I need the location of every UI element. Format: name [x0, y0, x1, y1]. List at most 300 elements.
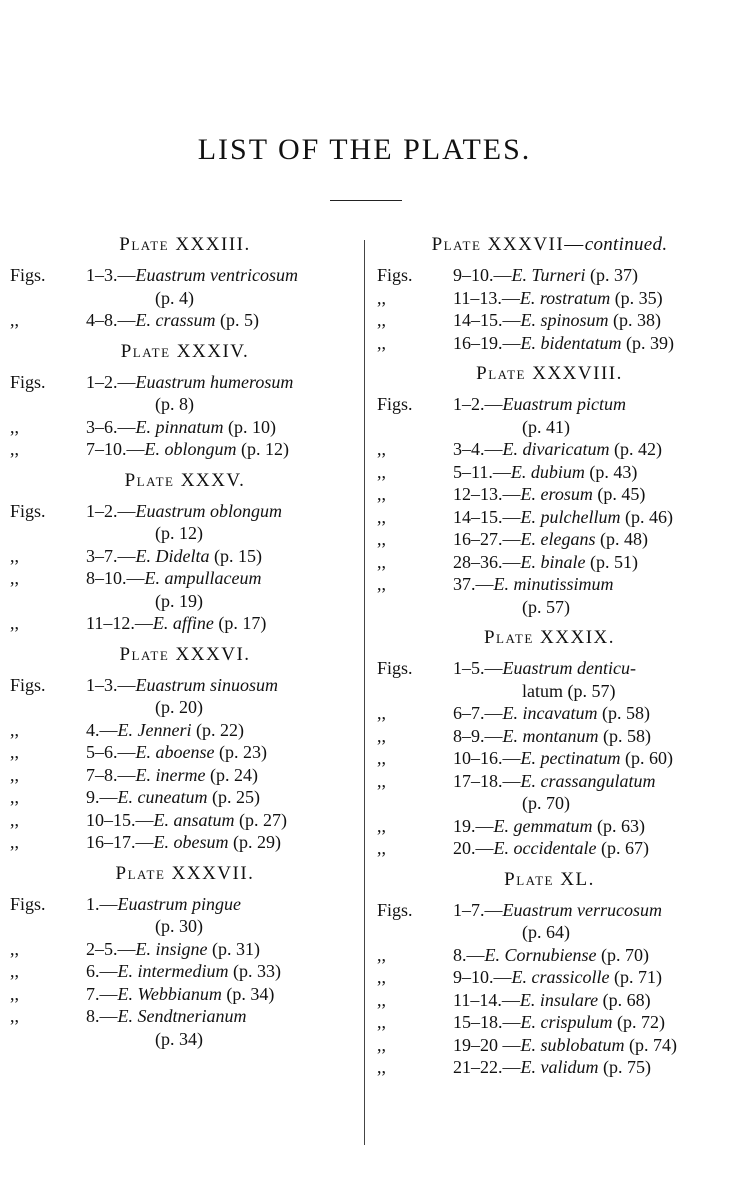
page-reference: (p. 22) [191, 719, 244, 740]
figure-range: 4–8.— [86, 310, 136, 330]
page-reference-continued: (p. 41) [522, 416, 570, 437]
figs-prefix: ,, [377, 1012, 386, 1032]
entry-description [439, 332, 674, 355]
figure-entry [10, 786, 360, 809]
entry-description [439, 528, 648, 551]
page-reference: (p. 68) [598, 989, 651, 1010]
figure-range: 9–10.— [453, 967, 512, 987]
figure-range: 11–12.— [86, 613, 153, 633]
entry-description [439, 1011, 665, 1034]
figure-range: 16–17.— [86, 832, 154, 852]
entry-description [439, 944, 649, 967]
figure-range: 15–18.— [453, 1012, 521, 1032]
figs-prefix: Figs. [377, 265, 413, 285]
figure-range: 17–18.— [453, 770, 521, 791]
figure-range: 6–7.— [453, 703, 503, 723]
species-name: E. spinosum [520, 310, 609, 330]
page-reference-continued: (p. 30) [155, 916, 203, 936]
figure-entry [377, 1034, 722, 1057]
page-reference: (p. 67) [596, 838, 649, 858]
figs-prefix: ,, [10, 961, 19, 981]
figs-prefix: ,, [377, 703, 386, 723]
entry-description [72, 831, 281, 854]
figure-range: 1–2.— [453, 394, 503, 414]
figure-entry [10, 809, 360, 832]
entry-description [439, 989, 651, 1012]
entry-description [439, 657, 636, 680]
species-name: E. crassangulatum [520, 770, 656, 791]
figure-entry [377, 989, 722, 1012]
figure-range: 7.— [86, 983, 118, 1004]
page-reference-continued: (p. 64) [522, 922, 570, 942]
entry-description [439, 1034, 677, 1057]
species-name: E. crassicolle [511, 967, 610, 987]
figs-prefix: ,, [377, 310, 386, 330]
figure-entry [377, 438, 722, 461]
page-reference-continued: (p. 19) [155, 590, 203, 611]
species-name: E. insulare [519, 989, 599, 1010]
species-name: Euastrum pictum [502, 394, 626, 414]
species-name: E. Sendtnerianum [117, 1006, 247, 1026]
figure-range: 12–13.— [453, 484, 521, 504]
page-reference: (p. 74) [624, 1034, 678, 1055]
figure-entry [377, 747, 722, 770]
plate-heading-label: Plate XXXVI. [119, 643, 251, 665]
plate-heading-label: Plate XXXVIII. [476, 363, 623, 384]
plate-heading [377, 363, 722, 385]
figure-entry [377, 573, 722, 596]
species-name: E. erosum [520, 484, 593, 504]
plate-section [377, 627, 722, 860]
figure-range: 11–14.— [453, 989, 520, 1010]
species-name: E. inerme [135, 764, 206, 785]
figs-prefix: ,, [377, 725, 386, 746]
figure-entry [10, 831, 360, 854]
species-name: E. dubium [510, 461, 585, 482]
species-name: Euastrum ventricosum [135, 265, 298, 285]
figure-entry [10, 371, 360, 394]
page-reference: (p. 31) [207, 938, 260, 959]
plate-heading [10, 863, 360, 885]
figure-entry [377, 309, 722, 332]
entry-description [72, 500, 282, 523]
figs-prefix: ,, [10, 310, 19, 330]
species-name: E. validum [520, 1057, 599, 1077]
figure-entry [377, 551, 722, 574]
page-reference: (p. 75) [598, 1057, 651, 1077]
figs-prefix: ,, [377, 989, 386, 1010]
figure-range: 6.— [86, 961, 118, 981]
page-reference: (p. 72) [612, 1012, 665, 1032]
figure-entry [377, 264, 722, 287]
figs-prefix: ,, [377, 838, 386, 858]
figs-prefix: Figs. [377, 394, 413, 414]
page-reference: (p. 25) [207, 787, 260, 807]
page-reference: (p. 71) [609, 967, 662, 987]
figs-prefix: ,, [10, 1006, 19, 1026]
figure-range: 1–2.— [86, 371, 136, 392]
figure-entry [10, 674, 360, 697]
entry-description [72, 438, 289, 461]
species-name: Euastrum pingue [117, 893, 241, 914]
entry-description [439, 551, 638, 574]
figure-entry [377, 1011, 722, 1034]
figure-entry [377, 815, 722, 838]
figure-entry [377, 702, 722, 725]
plate-section [10, 863, 360, 1051]
entry-description [72, 786, 260, 809]
species-name: E. elegans [520, 529, 596, 549]
page-reference: (p. 51) [585, 551, 638, 572]
figs-prefix: ,, [377, 506, 386, 527]
figure-entry [377, 287, 722, 310]
figs-prefix: ,, [10, 719, 19, 740]
species-name: E. gemmatum [493, 815, 593, 836]
plate-section [10, 234, 360, 332]
figure-entry [377, 944, 722, 967]
figure-entry [10, 438, 360, 461]
species-name: Euastrum verrucosum [502, 899, 662, 920]
figure-entry [10, 741, 360, 764]
figs-prefix: ,, [10, 787, 19, 807]
plate-section [10, 341, 360, 461]
entry-description [439, 747, 673, 770]
plate-heading-suffix: continued. [584, 234, 668, 255]
figure-range: 10–16.— [453, 748, 521, 768]
species-name: E. intermedium [117, 961, 229, 981]
figure-range: 1–5.— [453, 658, 503, 678]
figure-range: 1–3.— [86, 674, 136, 695]
figure-range: 11–13.— [453, 287, 520, 308]
figure-range: 7–10.— [86, 439, 145, 459]
page-reference: (p. 33) [228, 961, 281, 981]
species-name: Euastrum oblongum [135, 500, 283, 521]
figs-prefix: ,, [10, 764, 19, 785]
entry-description [439, 309, 661, 332]
figs-prefix: ,, [377, 551, 386, 572]
plate-section [377, 234, 722, 354]
page-reference-continued: (p. 34) [155, 1028, 203, 1049]
plate-section [377, 869, 722, 1079]
entry-description [72, 893, 241, 916]
figure-range: 5–11.— [453, 461, 511, 482]
page-reference: (p. 35) [610, 287, 663, 308]
figs-prefix: ,, [377, 748, 386, 768]
page-reference: (p. 60) [620, 748, 673, 768]
page-reference: (p. 24) [205, 764, 258, 785]
figs-prefix: Figs. [377, 899, 413, 920]
figure-entry [10, 960, 360, 983]
right-column [377, 228, 722, 1088]
figure-entry [10, 309, 360, 332]
species-name: E. oblongum [144, 439, 237, 459]
figure-range: 21–22.— [453, 1057, 521, 1077]
page-reference: (p. 15) [209, 545, 262, 566]
figs-prefix: ,, [377, 529, 386, 549]
entry-description [439, 770, 656, 793]
page-reference: (p. 58) [597, 703, 650, 723]
page-reference-continued: (p. 57) [522, 596, 570, 617]
page-title: LIST OF THE PLATES. [197, 133, 532, 166]
figs-prefix: Figs. [10, 371, 46, 392]
page-reference: (p. 46) [620, 506, 673, 527]
figure-entry [10, 719, 360, 742]
species-name: E. ampullaceum [144, 568, 262, 588]
figure-entry [377, 506, 722, 529]
entry-description [72, 612, 266, 635]
entry-description [72, 719, 244, 742]
page-reference-continued: (p. 70) [522, 793, 570, 813]
entry-description [439, 837, 649, 860]
figure-range: 19–20 — [453, 1034, 521, 1055]
figs-prefix: ,, [377, 461, 386, 482]
figure-entry [10, 938, 360, 961]
species-name: E. pulchellum [520, 506, 621, 527]
plate-heading [10, 234, 360, 256]
page-reference: (p. 5) [215, 310, 259, 330]
species-name: E. bidentatum [520, 332, 622, 353]
figure-range: 5–6.— [86, 742, 136, 762]
figure-entry [10, 893, 360, 916]
figure-range: 9–10.— [453, 265, 512, 285]
figure-range: 19.— [453, 815, 494, 836]
figure-range: 37.— [453, 574, 494, 594]
figs-prefix: ,, [10, 742, 19, 762]
figure-entry [10, 500, 360, 523]
species-name: E. montanum [502, 725, 599, 746]
species-name: E. cuneatum [117, 787, 208, 807]
figure-entry [377, 461, 722, 484]
figs-prefix: ,, [10, 545, 19, 566]
page-reference: (p. 70) [596, 944, 649, 965]
plate-heading [10, 470, 360, 492]
entry-description [72, 741, 267, 764]
figs-prefix: ,, [10, 938, 19, 959]
page-reference-continued: (p. 12) [155, 523, 203, 543]
plate-heading [10, 341, 360, 363]
figure-range: 4.— [86, 719, 118, 740]
page-reference: (p. 27) [234, 809, 287, 830]
entry-description [439, 702, 650, 725]
entry-description [72, 1005, 246, 1028]
plate-heading-label: Plate XL. [504, 868, 595, 890]
figure-range: 8.— [86, 1006, 118, 1026]
entry-description [439, 287, 663, 310]
figure-range: 1.— [86, 893, 118, 914]
figs-prefix: ,, [10, 439, 19, 459]
entry-description [439, 1056, 651, 1079]
entry-description [72, 764, 258, 787]
entry-description [439, 438, 662, 461]
entry-description [439, 461, 637, 484]
figure-entry [377, 332, 722, 355]
figure-range: 1–2.— [86, 500, 136, 521]
species-name: E. Webbianum [117, 983, 222, 1004]
figure-range: 8.— [453, 944, 485, 965]
entry-description [72, 567, 261, 590]
species-name: E. insigne [135, 938, 208, 959]
page-reference-continued: (p. 4) [155, 287, 194, 308]
figure-entry [377, 1056, 722, 1079]
figs-prefix: ,, [377, 944, 386, 965]
species-name: E. aboense [135, 742, 215, 762]
figure-entry [10, 416, 360, 439]
entry-description [72, 545, 262, 568]
species-name: E. ansatum [153, 809, 235, 830]
figure-entry [377, 770, 722, 793]
page-reference: (p. 34) [221, 983, 275, 1004]
figs-prefix: ,, [10, 809, 19, 830]
entry-description [439, 393, 626, 416]
plate-heading [377, 234, 722, 256]
figure-entry [377, 483, 722, 506]
species-name: E. pinnatum [135, 416, 224, 437]
figure-range: 7–8.— [86, 764, 136, 785]
figure-range: 3–6.— [86, 416, 136, 437]
figs-prefix: Figs. [10, 674, 46, 695]
figure-range: 3–7.— [86, 545, 136, 566]
page-reference-continued: (p. 8) [155, 394, 194, 414]
species-name: E. Turneri [511, 265, 586, 285]
species-name: E. rostratum [519, 287, 611, 308]
figure-range: 2–5.— [86, 938, 136, 959]
page-reference: (p. 42) [609, 439, 662, 459]
figure-range: 8–10.— [86, 568, 145, 588]
species-name: E. sublobatum [520, 1034, 625, 1055]
entry-description [72, 674, 278, 697]
page-reference: (p. 38) [608, 310, 662, 330]
entry-description [439, 506, 673, 529]
entry-description [72, 983, 274, 1006]
page-reference: (p. 17) [213, 613, 267, 633]
entry-description [439, 264, 638, 287]
plate-heading [10, 644, 360, 666]
entry-description [439, 573, 614, 596]
entry-description [72, 371, 293, 394]
plate-section [377, 363, 722, 618]
plate-heading-label: Plate XXXIX. [483, 627, 616, 648]
plate-heading [377, 627, 722, 649]
plate-heading-label: Plate XXXVII. [115, 862, 255, 884]
figs-prefix: ,, [10, 613, 19, 633]
figs-prefix: Figs. [10, 265, 46, 285]
species-name: E. obesum [153, 832, 229, 852]
figs-prefix: Figs. [377, 658, 413, 678]
figure-range: 16–19.— [453, 332, 521, 353]
figure-range: 3–4.— [453, 439, 503, 459]
plate-heading-label: Plate XXXVII— [431, 234, 585, 255]
figure-range: 28–36.— [453, 551, 521, 572]
page-reference: (p. 37) [585, 265, 639, 285]
figs-prefix: ,, [10, 416, 19, 437]
entry-description [439, 815, 645, 838]
left-column [10, 228, 360, 1059]
figure-entry [10, 567, 360, 590]
entry-description [72, 416, 276, 439]
figure-entry [377, 393, 722, 416]
plate-section [10, 644, 360, 854]
figure-entry [377, 657, 722, 680]
plate-heading-label: Plate XXXIV. [120, 340, 250, 362]
figs-prefix: ,, [10, 568, 19, 588]
species-name: E. occidentale [493, 838, 597, 858]
page-reference: (p. 48) [595, 529, 648, 549]
page-reference-continued: (p. 20) [155, 697, 203, 717]
plate-heading-label: Plate XXXIII. [119, 234, 251, 255]
figure-range: 14–15.— [453, 310, 521, 330]
figure-range: 9.— [86, 787, 118, 807]
figure-entry [10, 612, 360, 635]
entry-description [439, 966, 662, 989]
figure-entry [10, 545, 360, 568]
figs-prefix: Figs. [10, 500, 46, 521]
figure-range: 20.— [453, 838, 494, 858]
entry-description [72, 809, 287, 832]
entry-description [439, 483, 645, 506]
species-name: Euastrum humerosum [135, 371, 294, 392]
figure-range: 16–27.— [453, 529, 521, 549]
figs-prefix: ,, [377, 1057, 386, 1077]
figs-prefix: ,, [377, 574, 386, 594]
species-name: E. Jenneri [117, 719, 192, 740]
species-name: E. Cornubiense [484, 944, 597, 965]
figs-prefix: ,, [377, 484, 386, 504]
plate-section [10, 470, 360, 635]
figs-prefix: ,, [377, 1034, 386, 1055]
figure-entry [377, 528, 722, 551]
entry-description [72, 960, 281, 983]
figs-prefix: ,, [377, 287, 386, 308]
figure-range: 1–3.— [86, 265, 136, 285]
figs-prefix: ,, [377, 332, 386, 353]
figure-range: 1–7.— [453, 899, 503, 920]
species-name: E. binale [520, 551, 586, 572]
figure-entry [377, 725, 722, 748]
figs-prefix: ,, [10, 983, 19, 1004]
species-name: E. Didelta [135, 545, 210, 566]
figure-entry [10, 1005, 360, 1028]
page-reference: (p. 23) [214, 742, 267, 762]
page-reference: (p. 43) [584, 461, 638, 482]
figure-range: 10–15.— [86, 809, 154, 830]
page-reference: (p. 45) [592, 484, 646, 504]
page-reference: (p. 63) [592, 815, 645, 836]
species-name: E. crassum [135, 310, 216, 330]
species-name: Euastrum denticu- [502, 658, 636, 678]
species-name: E. divaricatum [502, 439, 610, 459]
entry-description [72, 264, 298, 287]
page-reference: (p. 39) [621, 332, 674, 353]
page-reference: (p. 58) [598, 725, 651, 746]
column-divider [364, 240, 365, 1145]
figure-entry [10, 764, 360, 787]
figure-entry [377, 837, 722, 860]
figure-range: 14–15.— [453, 506, 521, 527]
figure-entry [10, 983, 360, 1006]
figs-prefix: ,, [377, 967, 386, 987]
figure-entry [377, 899, 722, 922]
title-rule [330, 200, 402, 201]
species-name: E. affine [152, 613, 214, 633]
plate-heading-label: Plate XXXV. [124, 469, 246, 491]
species-name: Euastrum sinuosum [135, 674, 279, 695]
plate-heading [377, 869, 722, 891]
page-reference: (p. 29) [228, 832, 281, 852]
page-reference: (p. 12) [236, 439, 289, 459]
page-reference: (p. 10) [223, 416, 276, 437]
figs-prefix: Figs. [10, 893, 46, 914]
species-name: E. incavatum [502, 703, 598, 723]
